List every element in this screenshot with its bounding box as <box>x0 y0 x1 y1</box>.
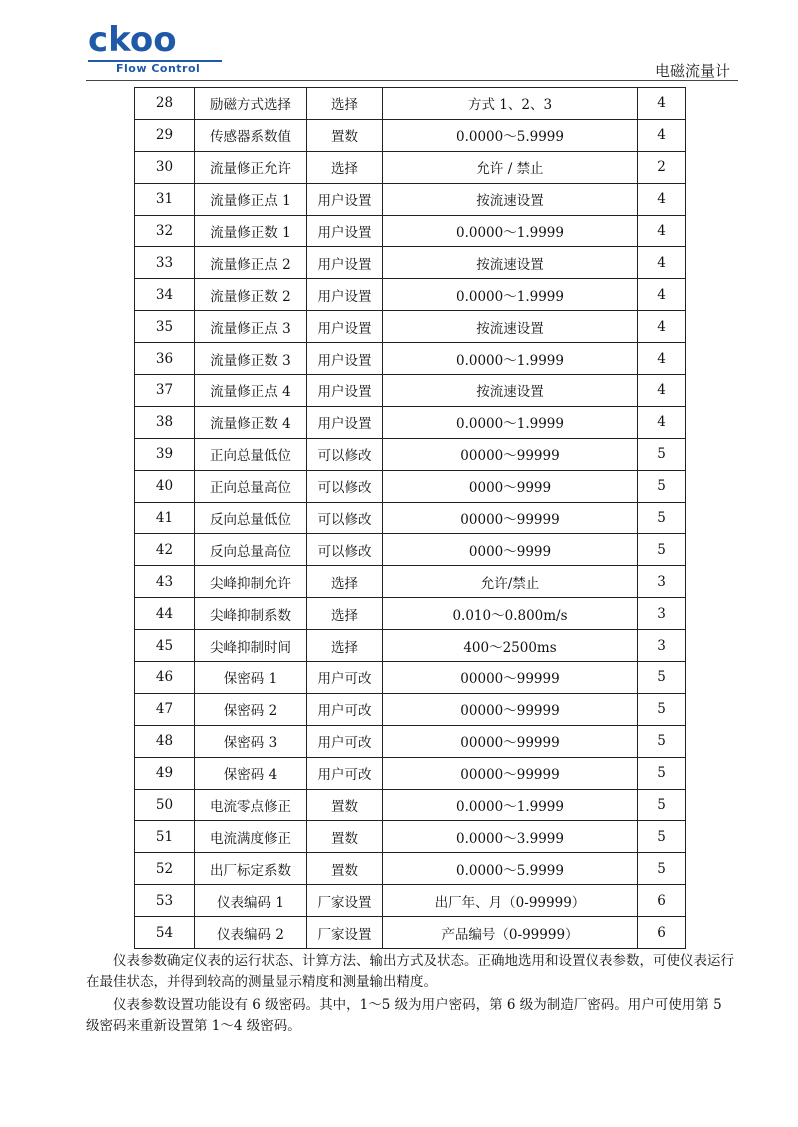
param-range: 按流速设置 <box>383 311 638 343</box>
param-name: 反向总量低位 <box>195 502 307 534</box>
param-name: 反向总量高位 <box>195 534 307 566</box>
table-row <box>135 279 686 311</box>
param-range: 00000～99999 <box>383 662 638 694</box>
table-row <box>135 502 686 534</box>
param-level: 6 <box>638 885 686 917</box>
param-level: 4 <box>638 375 686 407</box>
param-level: 4 <box>638 88 686 120</box>
param-number: 39 <box>135 438 195 470</box>
table-row <box>135 311 686 343</box>
param-name: 保密码 1 <box>195 662 307 694</box>
param-level: 4 <box>638 247 686 279</box>
param-range: 按流速设置 <box>383 247 638 279</box>
param-type: 选择 <box>307 566 383 598</box>
param-level: 3 <box>638 566 686 598</box>
param-range: 0.0000～1.9999 <box>383 406 638 438</box>
param-type: 可以修改 <box>307 502 383 534</box>
param-name: 仪表编码 2 <box>195 917 307 949</box>
param-number: 36 <box>135 343 195 375</box>
param-level: 4 <box>638 311 686 343</box>
param-number: 29 <box>135 119 195 151</box>
param-level: 5 <box>638 693 686 725</box>
param-name: 保密码 2 <box>195 693 307 725</box>
param-number: 53 <box>135 885 195 917</box>
param-range: 允许 / 禁止 <box>383 151 638 183</box>
parameter-table-body <box>135 88 686 949</box>
param-name: 仪表编码 1 <box>195 885 307 917</box>
param-name: 保密码 3 <box>195 725 307 757</box>
param-level: 5 <box>638 821 686 853</box>
param-range: 00000～99999 <box>383 725 638 757</box>
table-row <box>135 438 686 470</box>
param-type: 可以修改 <box>307 470 383 502</box>
param-type: 用户设置 <box>307 183 383 215</box>
param-name: 流量修正数 1 <box>195 215 307 247</box>
param-range: 0.0000～5.9999 <box>383 119 638 151</box>
table-row <box>135 343 686 375</box>
param-level: 3 <box>638 598 686 630</box>
param-name: 出厂标定系数 <box>195 853 307 885</box>
param-number: 49 <box>135 757 195 789</box>
param-type: 用户设置 <box>307 343 383 375</box>
param-name: 励磁方式选择 <box>195 88 307 120</box>
table-row <box>135 406 686 438</box>
param-number: 54 <box>135 917 195 949</box>
param-type: 选择 <box>307 630 383 662</box>
param-name: 电流零点修正 <box>195 789 307 821</box>
param-range: 按流速设置 <box>383 375 638 407</box>
param-level: 6 <box>638 917 686 949</box>
param-range: 00000～99999 <box>383 438 638 470</box>
body-paragraph: 仪表参数设置功能设有 6 级密码。其中，1～5 级为用户密码，第 6 级为制造厂密码。用户可使用第 5 级密码来重新设置第 1～4 级密码。 <box>86 997 722 1034</box>
param-number: 40 <box>135 470 195 502</box>
param-range: 0000～9999 <box>383 470 638 502</box>
param-level: 5 <box>638 725 686 757</box>
param-number: 33 <box>135 247 195 279</box>
table-row <box>135 534 686 566</box>
param-type: 用户设置 <box>307 215 383 247</box>
param-range: 0.010～0.800m/s <box>383 598 638 630</box>
param-type: 置数 <box>307 853 383 885</box>
param-type: 用户设置 <box>307 406 383 438</box>
header-divider <box>86 80 738 81</box>
param-number: 41 <box>135 502 195 534</box>
param-type: 置数 <box>307 789 383 821</box>
param-type: 置数 <box>307 119 383 151</box>
param-type: 用户设置 <box>307 311 383 343</box>
param-type: 用户设置 <box>307 279 383 311</box>
param-range: 产品编号（0-99999） <box>383 917 638 949</box>
table-row <box>135 215 686 247</box>
param-number: 43 <box>135 566 195 598</box>
param-type: 用户设置 <box>307 375 383 407</box>
param-number: 52 <box>135 853 195 885</box>
table-row <box>135 470 686 502</box>
param-level: 4 <box>638 183 686 215</box>
param-number: 51 <box>135 821 195 853</box>
param-name: 正向总量低位 <box>195 438 307 470</box>
table-row <box>135 853 686 885</box>
param-level: 5 <box>638 789 686 821</box>
param-name: 流量修正点 4 <box>195 375 307 407</box>
param-range: 400～2500ms <box>383 630 638 662</box>
param-level: 5 <box>638 757 686 789</box>
param-number: 28 <box>135 88 195 120</box>
table-row <box>135 598 686 630</box>
table-row <box>135 693 686 725</box>
table-row <box>135 88 686 120</box>
param-range: 按流速设置 <box>383 183 638 215</box>
param-range: 允许/禁止 <box>383 566 638 598</box>
param-level: 4 <box>638 406 686 438</box>
param-range: 0.0000～3.9999 <box>383 821 638 853</box>
param-type: 选择 <box>307 88 383 120</box>
param-number: 38 <box>135 406 195 438</box>
param-name: 流量修正点 3 <box>195 311 307 343</box>
param-type: 可以修改 <box>307 534 383 566</box>
table-row <box>135 151 686 183</box>
param-name: 流量修正允许 <box>195 151 307 183</box>
param-level: 5 <box>638 853 686 885</box>
param-type: 选择 <box>307 598 383 630</box>
param-level: 4 <box>638 215 686 247</box>
param-number: 46 <box>135 662 195 694</box>
table-row <box>135 119 686 151</box>
table-row <box>135 789 686 821</box>
parameter-table <box>134 87 686 949</box>
param-number: 30 <box>135 151 195 183</box>
param-range: 0.0000～1.9999 <box>383 789 638 821</box>
param-range: 0.0000～5.9999 <box>383 853 638 885</box>
param-level: 2 <box>638 151 686 183</box>
param-number: 35 <box>135 311 195 343</box>
param-number: 48 <box>135 725 195 757</box>
param-level: 4 <box>638 279 686 311</box>
param-level: 5 <box>638 534 686 566</box>
logo-subtitle: Flow Control <box>116 62 201 75</box>
param-number: 42 <box>135 534 195 566</box>
param-level: 5 <box>638 662 686 694</box>
table-row <box>135 566 686 598</box>
table-row <box>135 375 686 407</box>
param-level: 3 <box>638 630 686 662</box>
param-number: 34 <box>135 279 195 311</box>
param-name: 保密码 4 <box>195 757 307 789</box>
param-name: 尖峰抑制允许 <box>195 566 307 598</box>
param-name: 流量修正点 2 <box>195 247 307 279</box>
param-number: 32 <box>135 215 195 247</box>
param-type: 用户可改 <box>307 725 383 757</box>
table-row <box>135 821 686 853</box>
param-range: 0.0000～1.9999 <box>383 343 638 375</box>
param-level: 5 <box>638 438 686 470</box>
param-range: 00000～99999 <box>383 502 638 534</box>
param-type: 选择 <box>307 151 383 183</box>
document-title: 电磁流量计 <box>654 62 730 80</box>
param-range: 出厂年、月（0-99999） <box>383 885 638 917</box>
table-row <box>135 247 686 279</box>
param-name: 尖峰抑制系数 <box>195 598 307 630</box>
table-row <box>135 662 686 694</box>
table-row <box>135 630 686 662</box>
company-logo <box>86 20 226 76</box>
body-paragraph: 仪表参数确定仪表的运行状态、计算方法、输出方式及状态。正确地选用和设置仪表参数，可使仪表运行在最佳状态，并得到较高的测量显示精度和测量输出精度。 <box>86 953 734 990</box>
table-row <box>135 183 686 215</box>
param-type: 厂家设置 <box>307 885 383 917</box>
param-range: 方式 1、2、3 <box>383 88 638 120</box>
param-number: 47 <box>135 693 195 725</box>
param-name: 流量修正数 4 <box>195 406 307 438</box>
param-number: 31 <box>135 183 195 215</box>
param-name: 尖峰抑制时间 <box>195 630 307 662</box>
param-type: 用户可改 <box>307 693 383 725</box>
table-row <box>135 725 686 757</box>
table-row <box>135 917 686 949</box>
param-type: 厂家设置 <box>307 917 383 949</box>
param-range: 0.0000～1.9999 <box>383 279 638 311</box>
param-range: 0000～9999 <box>383 534 638 566</box>
param-type: 用户可改 <box>307 757 383 789</box>
table-row <box>135 757 686 789</box>
param-name: 正向总量高位 <box>195 470 307 502</box>
param-level: 4 <box>638 119 686 151</box>
param-number: 45 <box>135 630 195 662</box>
table-row <box>135 885 686 917</box>
param-name: 电流满度修正 <box>195 821 307 853</box>
param-name: 流量修正点 1 <box>195 183 307 215</box>
param-number: 37 <box>135 375 195 407</box>
param-level: 5 <box>638 502 686 534</box>
param-name: 流量修正数 3 <box>195 343 307 375</box>
param-range: 00000～99999 <box>383 757 638 789</box>
param-type: 可以修改 <box>307 438 383 470</box>
param-range: 00000～99999 <box>383 693 638 725</box>
param-name: 传感器系数值 <box>195 119 307 151</box>
param-number: 44 <box>135 598 195 630</box>
param-name: 流量修正数 2 <box>195 279 307 311</box>
logo-wordmark: ckoo <box>88 20 177 60</box>
param-level: 4 <box>638 343 686 375</box>
param-level: 5 <box>638 470 686 502</box>
param-range: 0.0000～1.9999 <box>383 215 638 247</box>
param-type: 置数 <box>307 821 383 853</box>
param-type: 用户可改 <box>307 662 383 694</box>
param-number: 50 <box>135 789 195 821</box>
param-type: 用户设置 <box>307 247 383 279</box>
